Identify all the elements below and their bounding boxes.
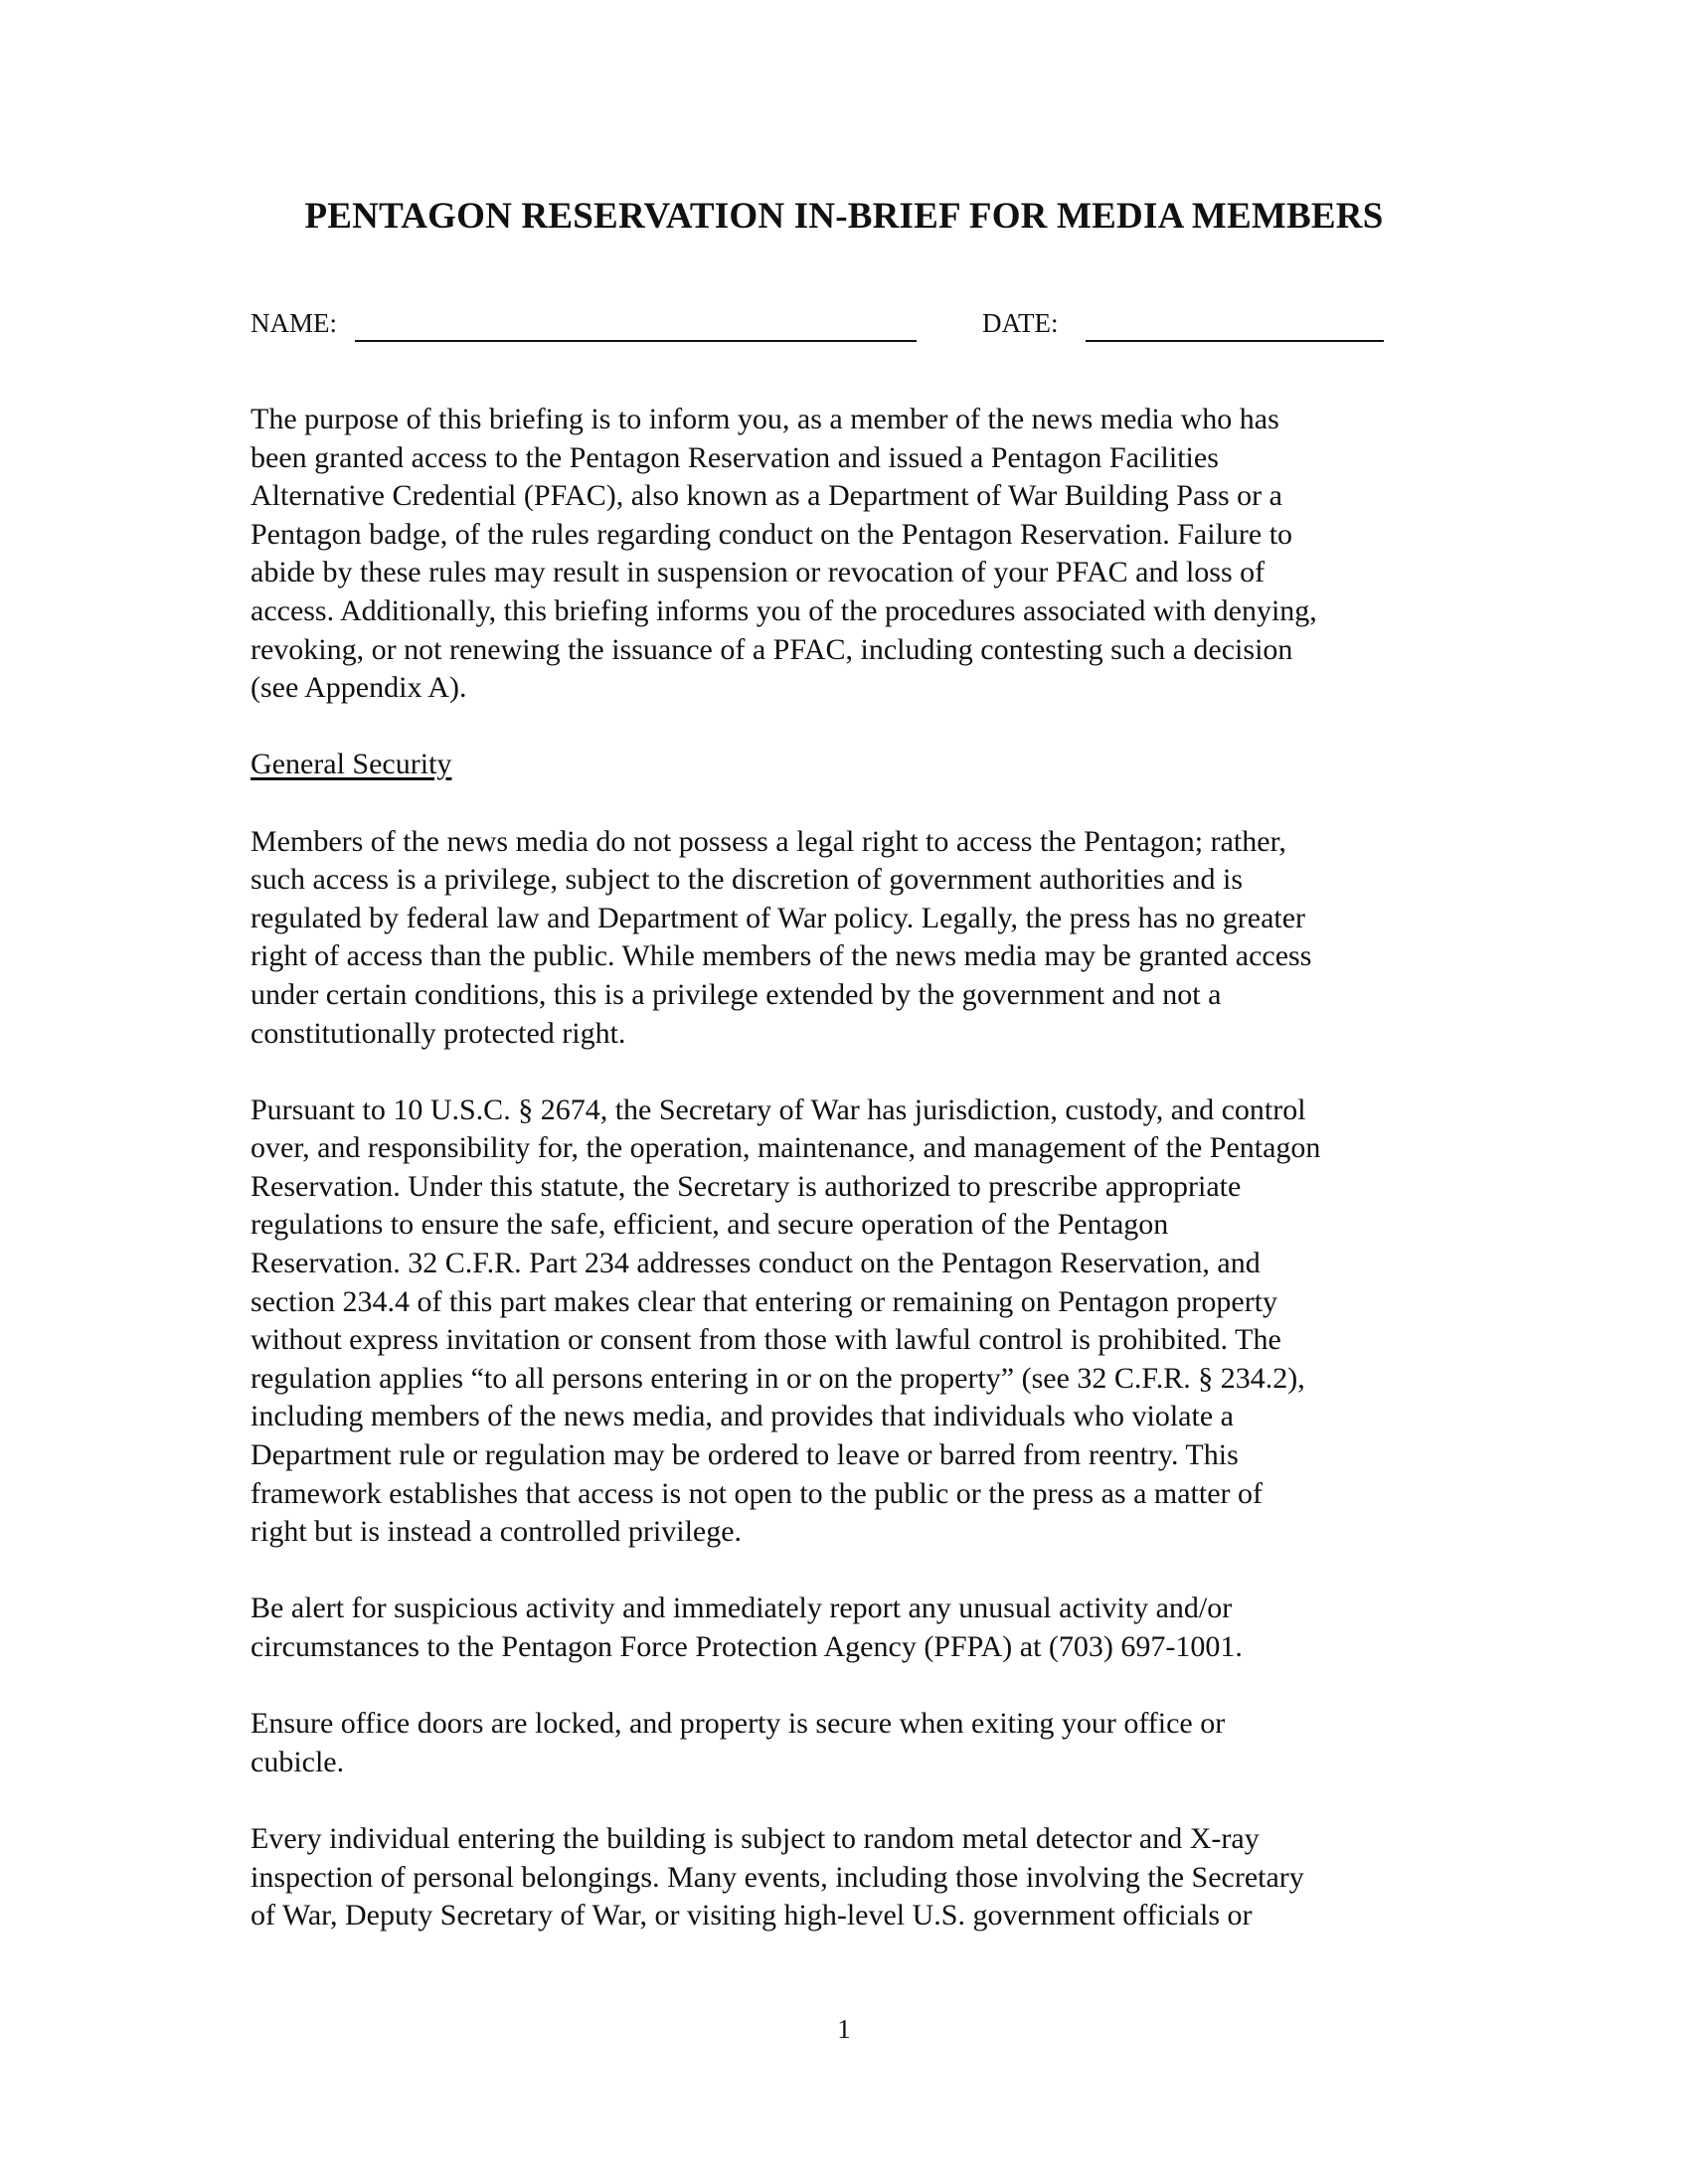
text-line: inspection of personal belongings. Many events, including those involving the Secretary bbox=[251, 1860, 1304, 1894]
text-line: framework establishes that access is not open to the public or the press as a matter of bbox=[251, 1476, 1264, 1510]
date-label: DATE: bbox=[982, 308, 1059, 338]
text-line: Alternative Credential (PFAC), also known as a Department of War Building Pass or a bbox=[251, 479, 1282, 513]
text-line: Department rule or regulation may be ordered to leave or barred from reentry. This bbox=[251, 1438, 1239, 1472]
paragraph-legal-right bbox=[251, 823, 1493, 1054]
text-line: under certain conditions, this is a privilege extended by the government and not a bbox=[251, 977, 1222, 1011]
document-body bbox=[251, 401, 1493, 1973]
paragraph-statute bbox=[251, 1092, 1493, 1552]
text-line: The purpose of this briefing is to inform you, as a member of the news media who has bbox=[251, 403, 1279, 435]
text-line: right but is instead a controlled privilege. bbox=[251, 1515, 743, 1549]
date-field[interactable] bbox=[1086, 340, 1384, 342]
name-label: NAME: bbox=[251, 308, 337, 338]
text-line: been granted access to the Pentagon Reservation and issued a Pentagon Facilities bbox=[251, 440, 1219, 474]
intro-paragraph bbox=[251, 401, 1493, 708]
text-line: revoking, or not renewing the issuance of a PFAC, including contesting such a decision bbox=[251, 632, 1293, 666]
text-line: access. Additionally, this briefing informs you of the procedures associated with denying, bbox=[251, 593, 1317, 627]
text-line: cubicle. bbox=[251, 1745, 345, 1778]
text-line: Reservation. Under this statute, the Secretary is authorized to prescribe appropriate bbox=[251, 1169, 1242, 1203]
text-line: abide by these rules may result in suspension or revocation of your PFAC and loss of bbox=[251, 556, 1266, 589]
text-line: Ensure office doors are locked, and property is secure when exiting your office or bbox=[251, 1707, 1226, 1741]
paragraph-suspicious-activity bbox=[251, 1590, 1493, 1666]
text-line: constitutionally protected right. bbox=[251, 1016, 626, 1050]
text-line: over, and responsibility for, the operation, maintenance, and management of the Pentagon bbox=[251, 1131, 1321, 1165]
paragraph-inspection bbox=[251, 1820, 1493, 1935]
text-line: of War, Deputy Secretary of War, or visiting high-level U.S. government officials or bbox=[251, 1899, 1253, 1932]
text-line: regulation applies “to all persons entering in or on the property” (see 32 C.F.R. § 234.2), bbox=[251, 1361, 1305, 1395]
text-line: such access is a privilege, subject to the discretion of government authorities and is bbox=[251, 863, 1244, 897]
text-line: Pentagon badge, of the rules regarding conduct on the Pentagon Reservation. Failure to bbox=[251, 517, 1293, 551]
text-line: (see Appendix A). bbox=[251, 671, 467, 705]
page-number: 1 bbox=[837, 2014, 851, 2044]
text-line: Be alert for suspicious activity and immediately report any unusual activity and/or bbox=[251, 1592, 1233, 1625]
document-title: PENTAGON RESERVATION IN-BRIEF FOR MEDIA MEMBERS bbox=[304, 196, 1384, 237]
text-line: including members of the news media, and provides that individuals who violate a bbox=[251, 1400, 1234, 1433]
text-line: regulated by federal law and Department of War policy. Legally, the press has no greater bbox=[251, 901, 1306, 934]
text-line: Pursuant to 10 U.S.C. § 2674, the Secretary of War has jurisdiction, custody, and control bbox=[251, 1092, 1306, 1126]
paragraph-office-doors bbox=[251, 1705, 1493, 1781]
text-line: circumstances to the Pentagon Force Protection Agency (PFPA) at (703) 697-1001. bbox=[251, 1630, 1243, 1663]
text-line: section 234.4 of this part makes clear that entering or remaining on Pentagon property bbox=[251, 1284, 1278, 1318]
text-line: Members of the news media do not possess a legal right to access the Pentagon; rather, bbox=[251, 824, 1286, 858]
text-line: Every individual entering the building is subject to random metal detector and X-ray bbox=[251, 1821, 1260, 1855]
section-heading-general-security: General Security bbox=[251, 748, 452, 781]
text-line: without express invitation or consent from those with lawful control is prohibited. The bbox=[251, 1323, 1281, 1357]
text-line: Reservation. 32 C.F.R. Part 234 addresses conduct on the Pentagon Reservation, and bbox=[251, 1247, 1261, 1280]
text-line: right of access than the public. While members of the news media may be granted access bbox=[251, 939, 1312, 973]
text-line: regulations to ensure the safe, efficient, and secure operation of the Pentagon bbox=[251, 1208, 1169, 1242]
name-field[interactable] bbox=[355, 340, 917, 342]
